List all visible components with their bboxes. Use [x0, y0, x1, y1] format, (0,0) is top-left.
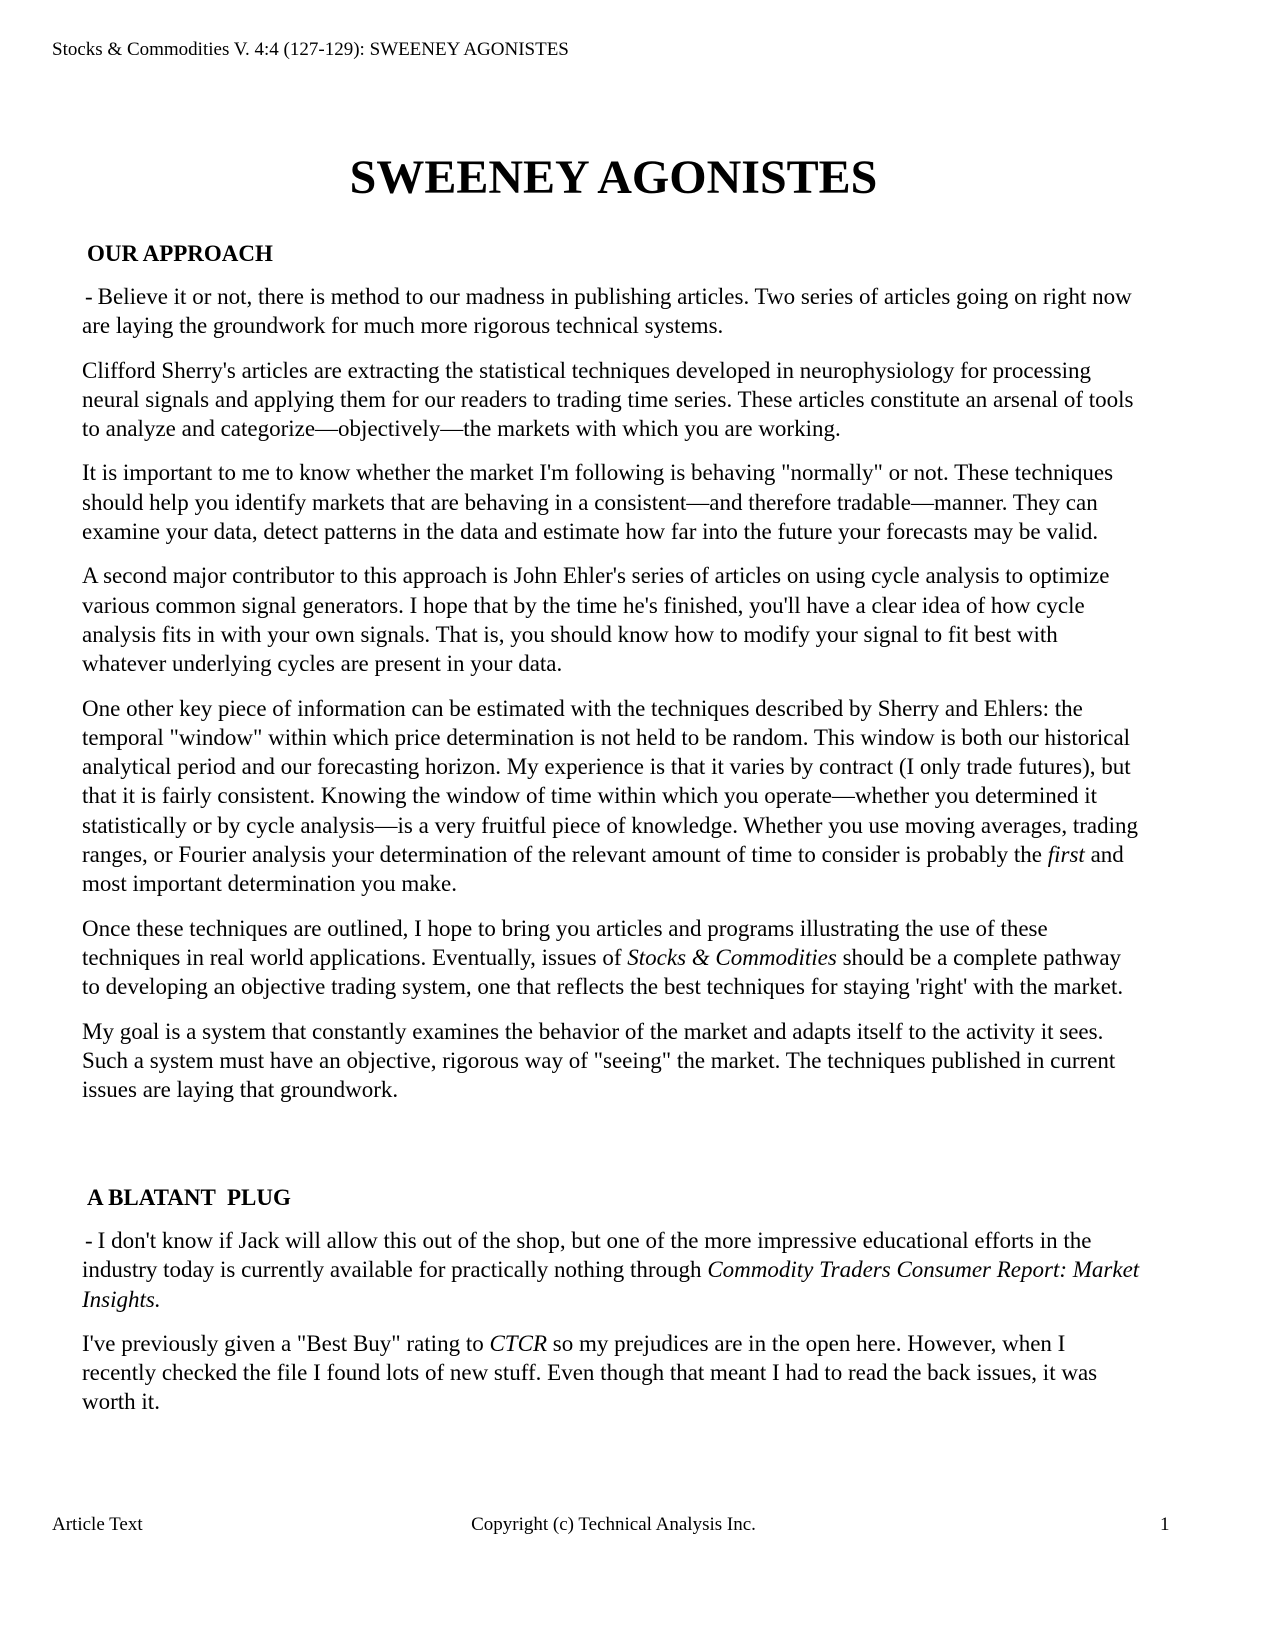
- lead-dash: -: [85, 284, 93, 309]
- paragraph: One other key piece of information can be estimated with the techniques described by Sherry and Ehlers: the temporal "window" within which price determination is not held to be random. This window is both our historical analytical period and our forecasting horizon. My experience is that it varies by contract (I only trade futures), but that it is fairly consistent. Knowing the window of time within which you operate—whether you determined it statistically or by cycle analysis—is a very fruitful piece of knowledge. Whether you use moving averages, trading ranges, or Fourier analysis your determination of the relevant amount of time to consider is probably the first and most important determination you make.: [82, 695, 1138, 897]
- section-body-blatant-plug: [82, 1226, 1142, 1417]
- paragraph: - I don't know if Jack will allow this out of the shop, but one of the more impressive educational efforts in the industry today is currently available for practically nothing through Commodity Traders Consumer Report: Market Insights.: [82, 1228, 1140, 1312]
- emphasis: first: [1047, 842, 1085, 868]
- paragraph: - Believe it or not, there is method to our madness in publishing articles. Two series of articles going on right now are laying the groundwork for much more rigorous technical systems.: [82, 284, 1132, 339]
- page-number: 1: [1160, 1514, 1170, 1535]
- paragraph: Clifford Sherry's articles are extracting the statistical techniques developed in neurophysiology for processing neural signals and applying them for our readers to trading time series. These articles constitute an arsenal of tools to analyze and categorize—objectively—the markets with which you are working.: [82, 357, 1134, 442]
- section-body-our-approach: [82, 282, 1142, 1104]
- paragraph: It is important to me to know whether the market I'm following is behaving "normally" or not. These techniques should help you identify markets that are behaving in a consistent—and therefore tradable—manner. They can examine your data, detect patterns in the data and estimate how far into the future your forecasts may be valid.: [82, 460, 1114, 545]
- paragraph: A second major contributor to this approach is John Ehler's series of articles on using cycle analysis to optimize various common signal generators. I hope that by the time he's finished, you'll have a clear idea of how cycle analysis fits in with your own signals. That is, you should know how to modify your signal to fit best with whatever underlying cycles are present in your data.: [82, 563, 1110, 677]
- running-header: Stocks & Commodities V. 4:4 (127-129): SWEENEY AGONISTES: [52, 39, 569, 60]
- lead-dash: -: [85, 1228, 93, 1253]
- section-heading-blatant-plug: A BLATANT PLUG: [87, 1185, 291, 1210]
- footer-copyright: Copyright (c) Technical Analysis Inc.: [471, 1514, 756, 1535]
- paragraph: My goal is a system that constantly examines the behavior of the market and adapts itself to the activity it sees. Such a system must have an objective, rigorous way of "seeing" the market. The techniques published in current issues are laying that groundwork.: [82, 1018, 1116, 1103]
- paragraph: Once these techniques are outlined, I hope to bring you articles and programs illustrating the use of these techniques in real world applications. Eventually, issues of Stocks & Commodities should be a complete pathway to developing an objective trading system, one that reflects the best techniques for staying 'right' with the market.: [82, 915, 1124, 1000]
- page-title: SWEENEY AGONISTES: [349, 151, 878, 204]
- footer-label: Article Text: [52, 1514, 143, 1535]
- publication-title: Stocks & Commodities: [627, 944, 837, 970]
- publication-title: Commodity Traders Consumer Report: Market Insights.: [82, 1257, 1140, 1312]
- section-heading-our-approach: OUR APPROACH: [87, 241, 273, 266]
- publication-abbreviation: CTCR: [489, 1330, 547, 1356]
- paragraph: I've previously given a "Best Buy" rating to CTCR so my prejudices are in the open here. However, when I recently checked the file I found lots of new stuff. Even though that meant I had to read the back issues, it was worth it.: [82, 1330, 1098, 1415]
